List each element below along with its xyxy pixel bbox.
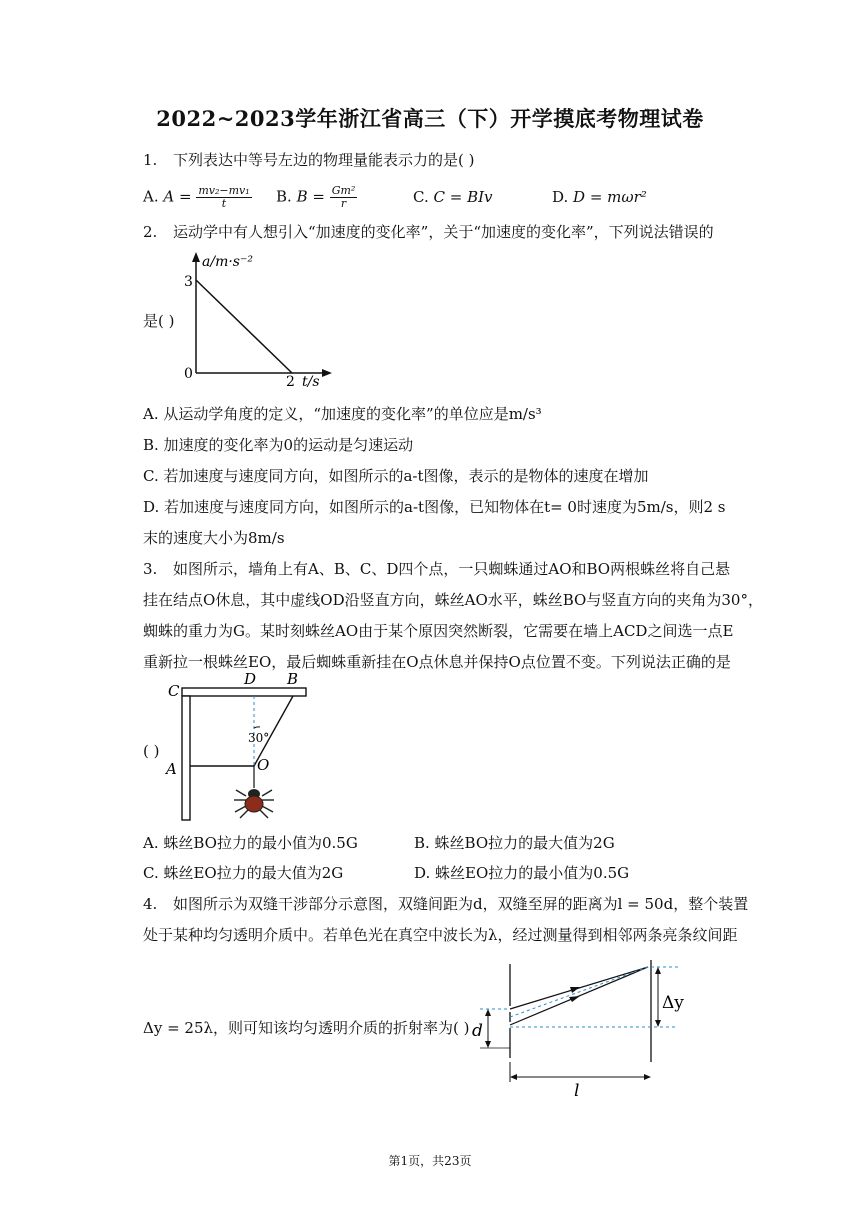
double-slit-diagram <box>468 958 698 1098</box>
question-2-option-a: A. 从运动学角度的定义，“加速度的变化率”的单位应是m/s³ <box>143 405 542 423</box>
point-c-label: C <box>168 682 180 700</box>
question-3-stem-line2: 挂在结点O休息，其中虚线OD沿竖直方向，蛛丝AO水平，蛛丝BO与竖直方向的夹角为30°， <box>143 591 763 609</box>
delta-y-label: Δy <box>662 993 684 1013</box>
question-3-stem-end: ( ) <box>143 742 160 760</box>
question-4-stem-end: Δy = 25λ，则可知该均匀透明介质的折射率为( ) <box>143 1019 470 1037</box>
question-3-stem-line1: 3. 如图所示，墙角上有A、B、C、D四个点，一只蜘蛛通过AO和BO两根蛛丝将自己悬 <box>143 560 731 578</box>
origin-label: 0 <box>184 366 193 382</box>
question-2-option-d-line1: D. 若加速度与速度同方向，如图所示的a-t图像，已知物体在t= 0时速度为5m/s，则2 s <box>143 498 726 516</box>
question-3-option-b: B. 蛛丝BO拉力的最大值为2G <box>414 834 615 852</box>
fraction: $\frac{\text{mv₂−mv₁}}{t}$ <box>198 184 250 210</box>
x-value-label: 2 <box>286 374 295 388</box>
page-footer: 第1页，共23页 <box>388 1154 472 1168</box>
point-b-label: B <box>287 670 299 688</box>
question-1-number: 1. <box>143 151 158 169</box>
point-o-label: O <box>257 756 270 774</box>
question-4-stem-line1: 4. 如图所示为双缝干涉部分示意图，双缝间距为d，双缝至屏的距离为l = 50d，整个装置 <box>143 895 749 913</box>
question-1-option-c: C. C = BIv <box>413 188 493 206</box>
l-label: l <box>574 1081 580 1098</box>
question-4-number: 4. <box>143 895 158 913</box>
angle-label: 30° <box>248 731 270 745</box>
spider-wall-diagram <box>162 670 312 825</box>
question-3-option-a: A. 蛛丝BO拉力的最小值为0.5G <box>143 834 358 852</box>
question-3-stem-line4: 重新拉一根蛛丝EO，最后蜘蛛重新挂在O点休息并保持O点位置不变。下列说法正确的是 <box>143 653 731 671</box>
question-3-option-d: D. 蛛丝EO拉力的最小值为0.5G <box>414 864 630 882</box>
question-3-stem-line3: 蜘蛛的重力为G。某时刻蛛丝AO由于某个原因突然断裂，它需要在墙上ACD之间选一点E <box>143 622 734 640</box>
question-2-option-c: C. 若加速度与速度同方向，如图所示的a-t图像，表示的是物体的速度在增加 <box>143 467 649 485</box>
question-2-stem: 2. 运动学中有人想引入“加速度的变化率”，关于“加速度的变化率”，下列说法错误的 <box>143 223 714 241</box>
d-label: d <box>472 1021 483 1041</box>
question-2-stem-end: 是( ) <box>143 312 175 330</box>
question-3-option-c: C. 蛛丝EO拉力的最大值为2G <box>143 864 344 882</box>
a-t-graph <box>176 248 346 388</box>
point-a-label: A <box>166 760 177 778</box>
y-value-label: 3 <box>184 274 193 290</box>
question-1-stem: 1. 下列表达中等号左边的物理量能表示力的是( ) <box>143 151 475 169</box>
x-axis-label: t/s <box>302 374 320 388</box>
fraction: $\frac{\text{Gm²}}{r}$ <box>331 184 356 210</box>
question-2-number: 2. <box>143 223 158 241</box>
question-1-option-d: D. D = mωr² <box>552 188 647 206</box>
point-d-label: D <box>244 670 257 688</box>
question-2-option-d-line2: 末的速度大小为8m/s <box>143 529 285 547</box>
question-4-stem-line2: 处于某种均匀透明介质中。若单色光在真空中波长为λ，经过测量得到相邻两条亮条纹间距 <box>143 926 738 944</box>
question-3-number: 3. <box>143 560 158 578</box>
question-1-option-a: A. A = $\frac{\text{mv₂−mv₁}}{t}$ <box>143 184 250 210</box>
question-1-option-b: B. B = $\frac{\text{Gm²}}{r}$ <box>276 184 356 210</box>
y-axis-label: a/m·s⁻² <box>202 254 253 270</box>
question-2-option-b: B. 加速度的变化率为0的运动是匀速运动 <box>143 436 414 454</box>
page-title: 2022~2023学年浙江省高三（下）开学摸底考物理试卷 <box>156 106 704 131</box>
